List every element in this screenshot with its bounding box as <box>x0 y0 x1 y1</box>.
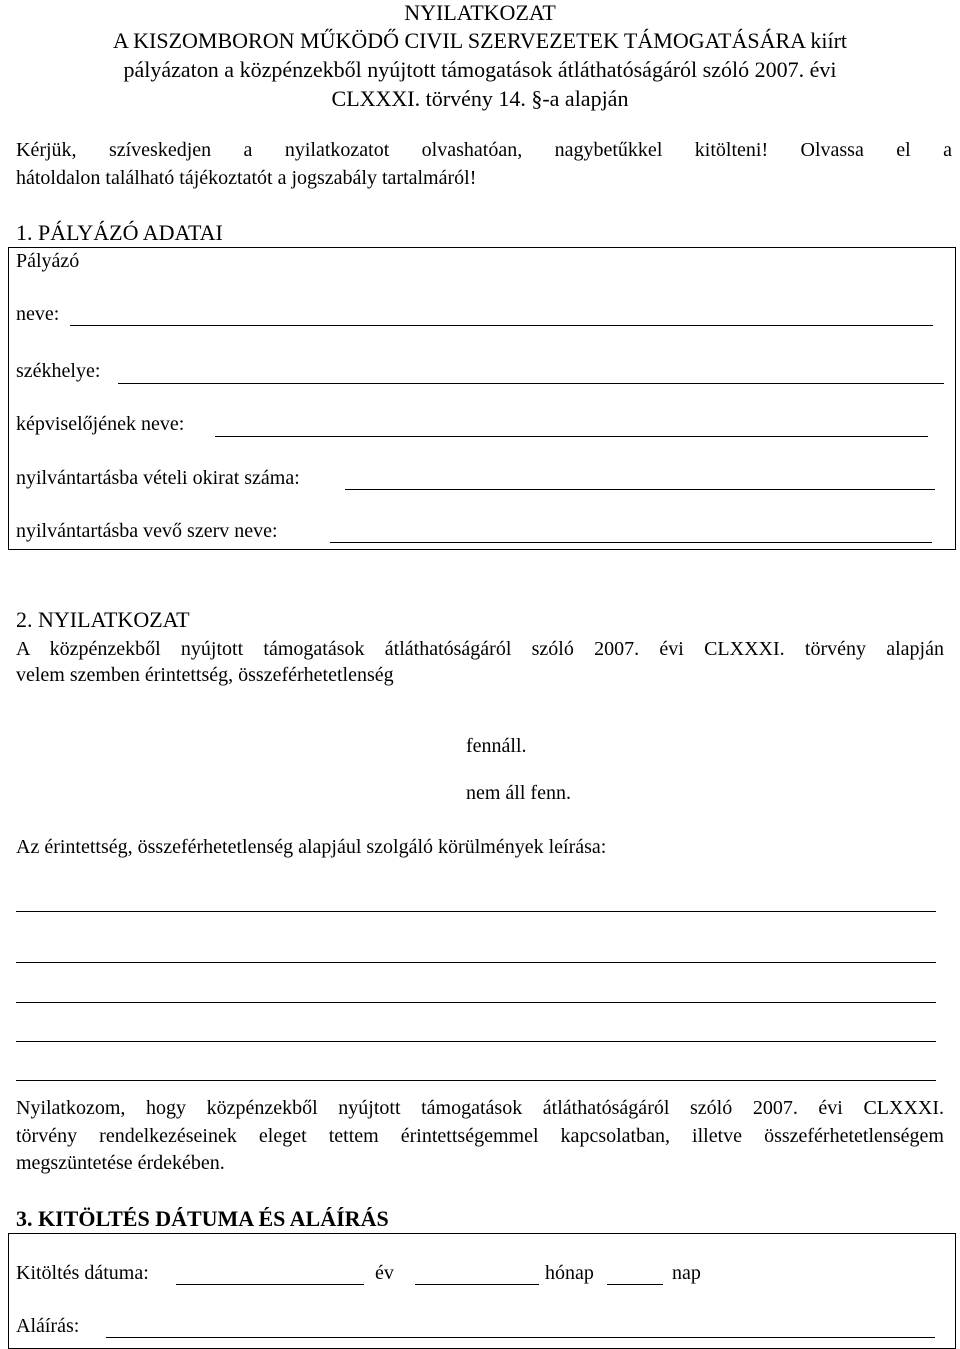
instructions-line1: Kérjük, szíveskedjen a nyilatkozatot olvashatóan, nagybetűkkel kitölteni! Olvassa el a <box>16 139 952 161</box>
year-input[interactable] <box>176 1284 364 1285</box>
description-line[interactable] <box>16 1002 936 1003</box>
field-seat-input[interactable] <box>118 383 944 384</box>
signature-input[interactable] <box>106 1337 935 1338</box>
field-label-representative: képviselőjének neve: <box>16 413 185 435</box>
description-label: Az érintettség, összeférhetetlenség alapjául szolgáló körülmények leírása: <box>16 836 607 858</box>
field-registry-authority-input[interactable] <box>330 542 932 543</box>
description-input[interactable] <box>16 911 936 912</box>
field-representative-input[interactable] <box>215 436 928 437</box>
form-subtitle-line1: A KISZOMBORON MŰKÖDŐ CIVIL SZERVEZETEK TÁMOGATÁSÁRA kiírt <box>112 28 848 53</box>
field-registration-number-input[interactable] <box>345 489 935 490</box>
field-label-name: neve: <box>16 303 60 325</box>
statement-line2: velem szemben érintettség, összeférhetetlenség <box>16 664 394 686</box>
applicant-box <box>8 247 956 550</box>
section3-heading: 3. KITÖLTÉS DÁTUMA ÉS ALÁÍRÁS <box>16 1206 389 1231</box>
applicant-label: Pályázó <box>16 250 80 272</box>
field-name-input[interactable] <box>70 325 933 326</box>
field-label-seat: székhelye: <box>16 360 101 382</box>
declaration-line1: Nyilatkozom, hogy közpénzekből nyújtott támogatások átláthatóságáról szóló 2007. évi CLXXXI. <box>16 1097 944 1119</box>
section1-heading: 1. PÁLYÁZÓ ADATAI <box>16 220 223 245</box>
month-input[interactable] <box>415 1284 539 1285</box>
instructions-line2: hátoldalon található tájékoztatót a jogszabály tartalmáról! <box>16 167 477 189</box>
form-subtitle-line3: CLXXXI. törvény 14. §-a alapján <box>331 86 629 111</box>
option-not-applies[interactable]: nem áll fenn. <box>466 782 571 804</box>
day-input[interactable] <box>607 1284 663 1285</box>
year-label: év <box>375 1262 394 1284</box>
form-subtitle-line2: pályázaton a közpénzekből nyújtott támogatások átláthatóságáról szóló 2007. évi <box>123 57 837 82</box>
date-label: Kitöltés dátuma: <box>16 1262 149 1284</box>
form-title: NYILATKOZAT <box>404 0 556 25</box>
signature-label: Aláírás: <box>16 1315 80 1337</box>
description-line[interactable] <box>16 1041 936 1042</box>
section2-heading: 2. NYILATKOZAT <box>16 607 190 632</box>
declaration-line2: törvény rendelkezéseinek eleget tettem érintettségemmel kapcsolatban, illetve összeférhetetlenségem <box>16 1125 944 1147</box>
month-label: hónap <box>545 1262 594 1284</box>
day-label: nap <box>672 1262 701 1284</box>
field-label-registry-authority: nyilvántartásba vevő szerv neve: <box>16 520 278 542</box>
declaration-line3: megszüntetése érdekében. <box>16 1152 225 1174</box>
description-line[interactable] <box>16 962 936 963</box>
statement-line1: A közpénzekből nyújtott támogatások átláthatóságáról szóló 2007. évi CLXXXI. törvény alapján <box>16 638 944 660</box>
signature-box <box>8 1233 956 1349</box>
option-applies[interactable]: fennáll. <box>466 735 527 757</box>
field-label-registration-number: nyilvántartásba vételi okirat száma: <box>16 467 300 489</box>
description-line[interactable] <box>16 1080 936 1081</box>
